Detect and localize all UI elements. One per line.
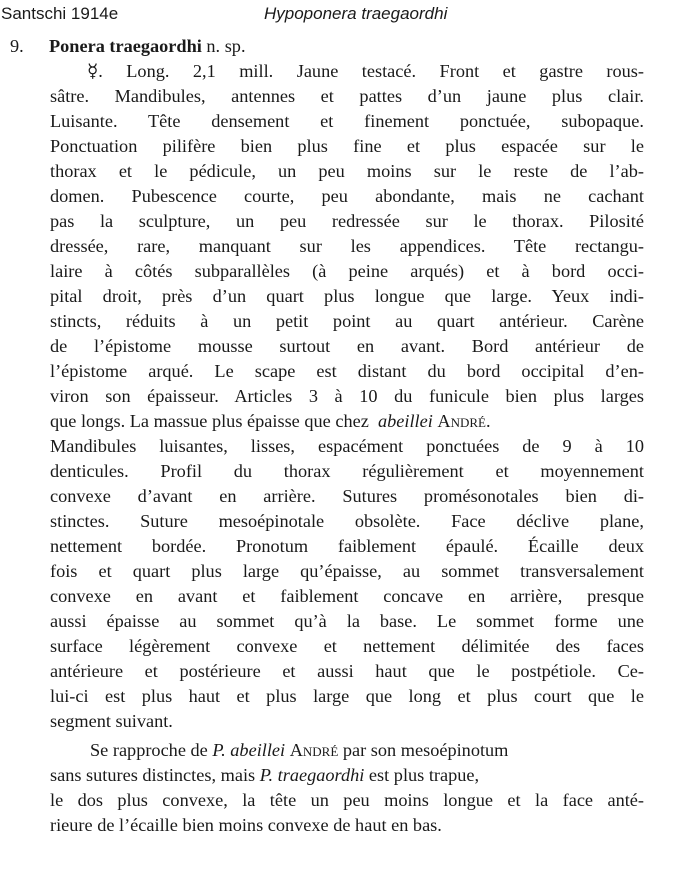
description-line: fois et quart plus large qu’épaisse, au sommet transversalement [50, 561, 644, 581]
description-line: de l’épistome mousse surtout en avant. Bord antérieur de [50, 336, 644, 356]
comparison-line [50, 763, 644, 787]
described-species: P. traegaordhi [259, 765, 365, 785]
description-line: pital droit, près d’un quart plus longue que large. Yeux indi- [50, 286, 644, 306]
description-line: convexe d’avant en arrière. Sutures promésonotales bien di- [50, 486, 644, 506]
description-line: segment suivant. [50, 711, 173, 731]
description-line: nettement bordée. Pronotum faiblement épaulé. Écaille deux [50, 536, 644, 556]
description-line: laire à côtés subparallèles (à peine arqués) et à bord occi- [50, 261, 644, 281]
description-line: Luisante. Tête densement et finement ponctuée, subopaque. [50, 111, 644, 131]
comparison-line [90, 738, 644, 762]
species-number: 9. [10, 36, 24, 56]
species-heading [0, 34, 685, 58]
comparison-line: le dos plus convexe, la tête un peu moins longue et la face anté- [50, 790, 644, 810]
page-header [0, 2, 685, 26]
compared-species: P. abeillei [212, 740, 286, 760]
species-author: André. [437, 411, 491, 431]
comparison-line: rieure de l’écaille bien moins convexe de haut en bas. [50, 815, 442, 835]
description-line: stincts, réduits à un petit point au quart antérieur. Carène [50, 311, 644, 331]
description-line: antérieure et postérieure et aussi haut que le postpétiole. Ce- [50, 661, 644, 681]
species-author: André [289, 740, 339, 760]
description-line: stinctes. Suture mesoépinotale obsolète. Face déclive plane, [50, 511, 644, 531]
citation-label: Santschi 1914e [1, 4, 119, 23]
description-line: domen. Pubescence courte, peu abondante, mais ne cachant [50, 186, 644, 206]
species-name: Ponera traegaordhi [49, 36, 202, 56]
description-line: sâtre. Mandibules, antennes et pattes d’un jaune plus clair. [50, 86, 644, 106]
description-line: dressée, rare, manquant sur les appendices. Tête rectangu- [50, 236, 644, 256]
description-text: que longs. La massue plus épaisse que chez [50, 411, 369, 431]
comparison-text: est plus trapue, [368, 765, 480, 785]
comparison-text: sans sutures distinctes, mais [50, 765, 256, 785]
taxon-title: Hypoponera traegaordhi [264, 4, 448, 23]
comparison-text: par son mesoépinotum [342, 740, 509, 760]
description-line: lui-ci est plus haut et plus large que long et plus court que le [50, 686, 644, 706]
description-line: l’épistome arqué. Le scape est distant du bord occipital d’en- [50, 361, 644, 381]
species-status: n. sp. [206, 36, 246, 56]
description-line: ☿. Long. 2,1 mill. Jaune testacé. Front et gastre rous- [87, 61, 644, 81]
description-line: convexe en avant et faiblement concave en arrière, presque [50, 586, 644, 606]
comparison-text: Se rapproche de [90, 740, 208, 760]
description-line: aussi épaisse au sommet qu’à la base. Le sommet forme une [50, 611, 644, 631]
description-line: viron son épaisseur. Articles 3 à 10 du funicule bien plus larges [50, 386, 644, 406]
compared-species: abeillei [377, 411, 433, 431]
description-line-comparison [50, 409, 644, 433]
description-line: pas la sculpture, un peu redressée sur le thorax. Pilosité [50, 211, 644, 231]
description-line: Mandibules luisantes, lisses, espacément ponctuées de 9 à 10 [50, 436, 644, 456]
description-line: surface légèrement convexe et nettement délimitée des faces [50, 636, 644, 656]
description-line: thorax et le pédicule, un peu moins sur le reste de l’ab- [50, 161, 644, 181]
description-line: Ponctuation pilifère bien plus fine et plus espacée sur le [50, 136, 644, 156]
description-line: denticules. Profil du thorax régulièrement et moyennement [50, 461, 644, 481]
